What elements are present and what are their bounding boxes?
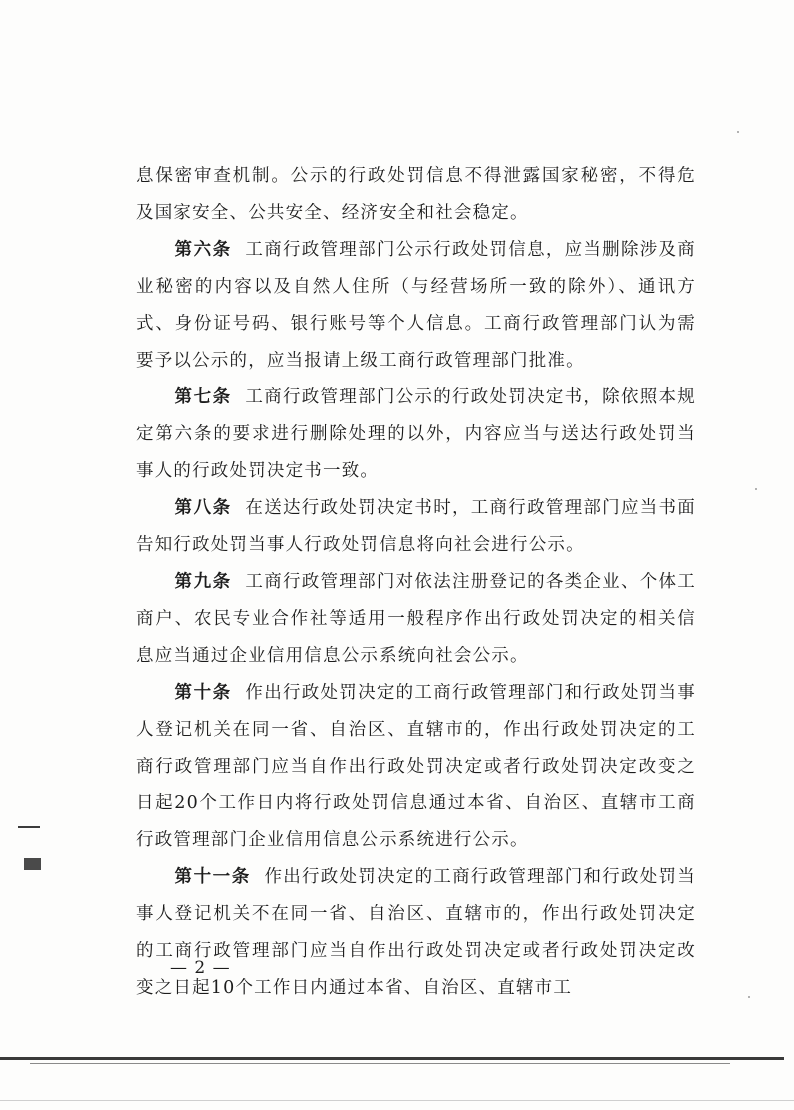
article-number: 第十一条	[174, 867, 251, 888]
article-number: 第六条	[174, 239, 232, 260]
scan-speck	[755, 488, 757, 490]
article-text: 在送达行政处罚决定书时，工商行政管理部门应当书面告知行政处罚当事人行政处罚信息将向社会进行公示。	[136, 498, 696, 556]
article-7	[136, 379, 696, 490]
paragraph-continued	[136, 158, 696, 232]
article-9	[136, 564, 696, 675]
article-text: 作出行政处罚决定的工商行政管理部门和行政处罚当事人登记机关在同一省、自治区、直辖市的，作出行政处罚决定的工商行政管理部门应当自作出行政处罚决定或者行政处罚决定改变之日起20个工作日内将行政处罚信息通过本省、自治区、直辖市工商行政管理部门企业信用信息公示系统进行公示。	[136, 682, 696, 851]
scan-edge-line	[30, 1063, 730, 1064]
article-text: 工商行政管理部门对依法注册登记的各类企业、个体工商户、农民专业合作社等适用一般程序作出行政处罚决定的相关信息应当通过企业信用信息公示系统向社会公示。	[136, 571, 696, 666]
article-number: 第八条	[174, 498, 232, 519]
page-number: — 2 —	[170, 958, 231, 978]
article-number: 第七条	[174, 387, 232, 408]
scan-binding-mark	[18, 826, 40, 828]
article-10	[136, 675, 696, 860]
scan-speck	[748, 996, 750, 998]
scan-binding-mark	[24, 858, 41, 870]
paragraph-text: 息保密审查机制。公示的行政处罚信息不得泄露国家秘密，不得危及国家安全、公共安全、经济安全和社会稳定。	[136, 166, 696, 223]
scan-edge-line	[0, 1057, 784, 1060]
scan-speck	[737, 131, 739, 133]
article-text: 工商行政管理部门公示的行政处罚决定书，除依照本规定第六条的要求进行删除处理的以外，内容应当与送达行政处罚当事人的行政处罚决定书一致。	[136, 387, 696, 482]
article-8	[136, 490, 696, 564]
body-text	[136, 158, 696, 1007]
article-number: 第十条	[174, 682, 232, 703]
article-text: 工商行政管理部门公示行政处罚信息，应当删除涉及商业秘密的内容以及自然人住所（与经营场所一致的除外）、通讯方式、身份证号码、银行账号等个人信息。工商行政管理部门认为需要予以公示的，应当报请上级工商行政管理部门批准。	[136, 239, 696, 371]
article-text: 作出行政处罚决定的工商行政管理部门和行政处罚当事人登记机关不在同一省、自治区、直辖市的，作出行政处罚决定的工商行政管理部门应当自作出行政处罚决定或者行政处罚决定改变之日起10个工作日内通过本省、自治区、直辖市工	[136, 867, 696, 998]
article-6	[136, 232, 696, 380]
article-11	[136, 859, 696, 1007]
scan-edge-line	[0, 1100, 794, 1101]
article-number: 第九条	[174, 571, 232, 592]
